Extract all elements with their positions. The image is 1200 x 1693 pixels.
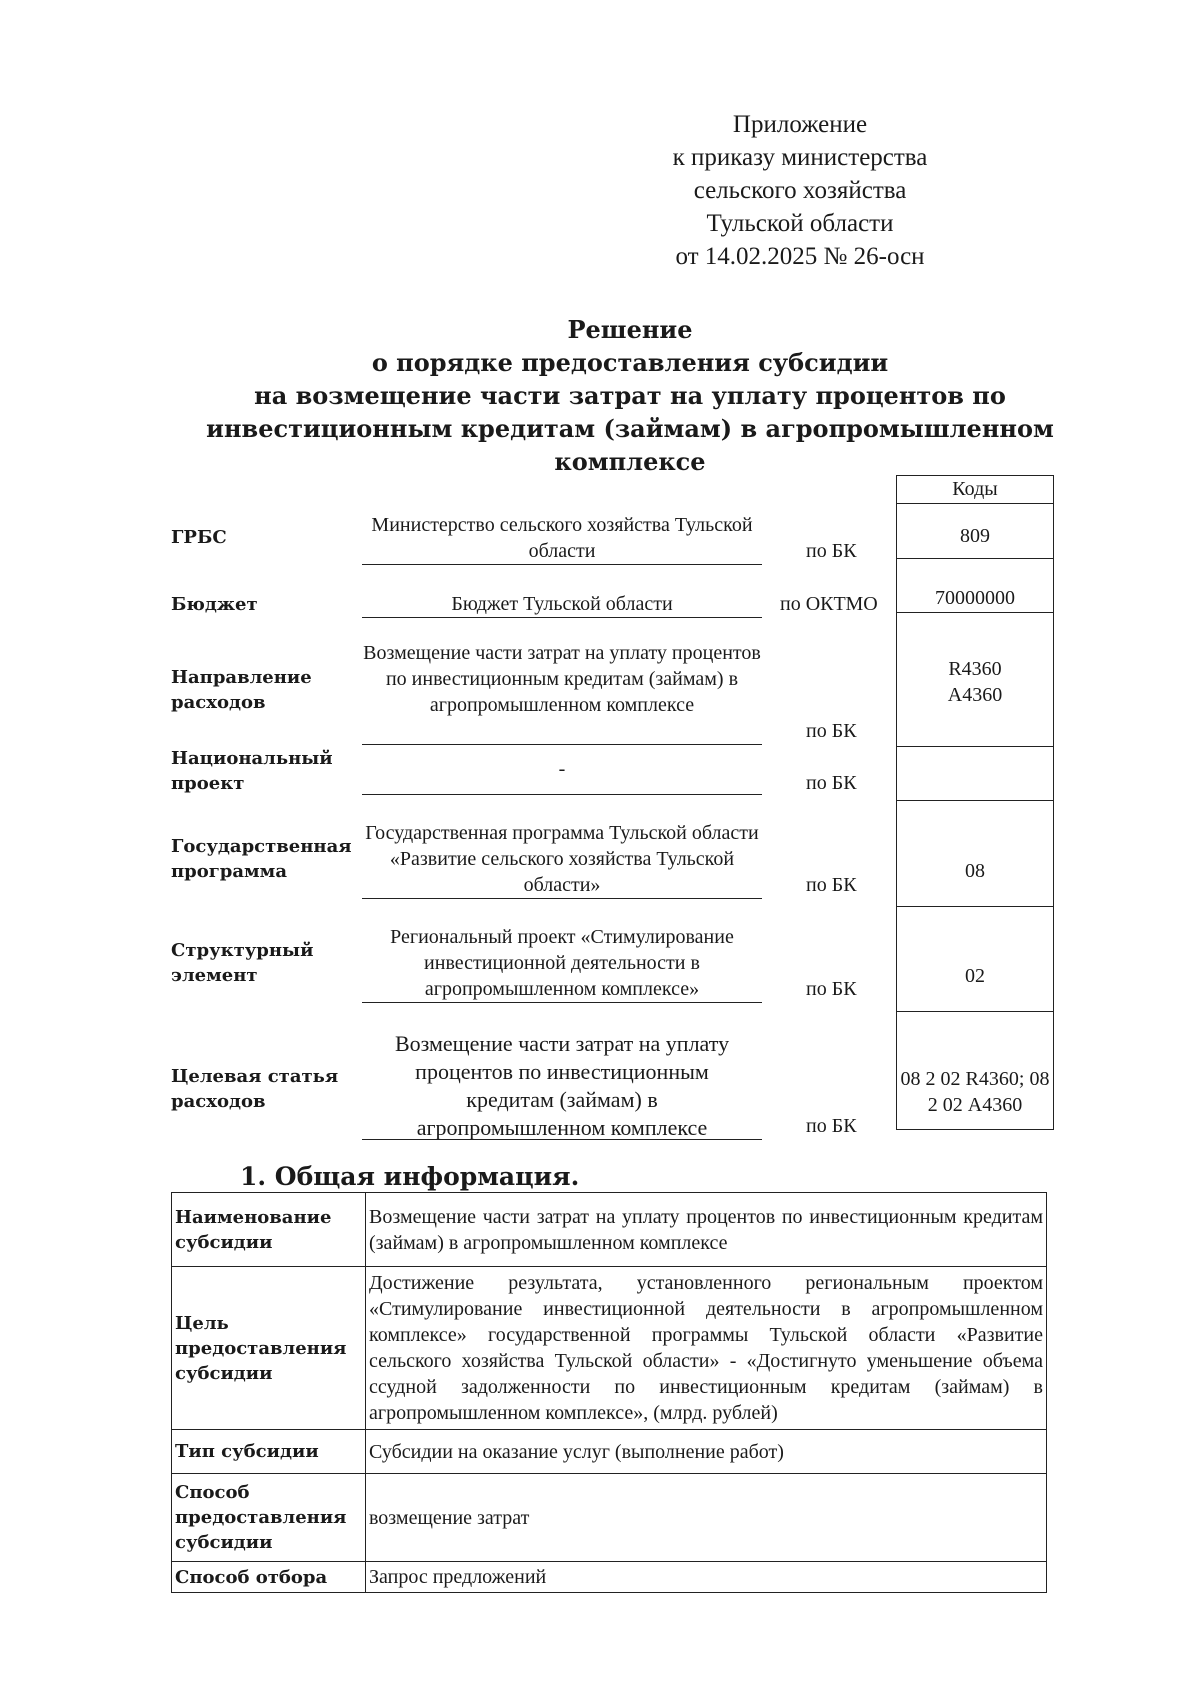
- appendix-line: к приказу министерства: [672, 144, 928, 171]
- codes-column: [896, 475, 1054, 1130]
- value-underline: [362, 744, 762, 745]
- code-state-program: 08: [965, 860, 985, 882]
- divider: [897, 558, 1053, 559]
- info-value: Возмещение части затрат на уплату процентов по инвестиционным кредитам (займам) в агропромышленном комплексе: [366, 1193, 1047, 1267]
- value-underline: [362, 794, 762, 795]
- code-budget: 70000000: [935, 587, 1015, 609]
- code-grbs: 809: [960, 525, 990, 547]
- value-budget: Бюджет Тульской области: [451, 593, 673, 615]
- value-underline: [362, 898, 762, 899]
- document-title: [170, 313, 1090, 478]
- divider: [897, 1011, 1053, 1012]
- divider: [897, 906, 1053, 907]
- classifier-national-project: по БК: [806, 772, 857, 794]
- table-row: [172, 1474, 1047, 1562]
- label-target-article: Целевая статья расходов: [171, 1066, 339, 1112]
- title-line: инвестиционным кредитам (займам) в агропромышленном: [206, 414, 1054, 443]
- title-line: на возмещение части затрат на уплату процентов по: [254, 381, 1006, 410]
- codes-header: Коды: [952, 478, 998, 500]
- value-structural-element: Региональный проект «Стимулирование инвестиционной деятельности в агропромышленном комплексе»: [390, 926, 734, 1000]
- divider: [897, 746, 1053, 747]
- info-value: Субсидии на оказание услуг (выполнение работ): [366, 1430, 1047, 1474]
- value-target-article: Возмещение части затрат на уплату процентов по инвестиционным кредитам (займам) в агропромышленном комплексе: [394, 1031, 730, 1140]
- label-expense-direction: Направление расходов: [171, 667, 312, 713]
- classifier-state-program: по БК: [806, 874, 857, 896]
- label-budget: Бюджет: [171, 594, 258, 615]
- value-underline: [362, 1002, 762, 1003]
- table-row: [172, 1193, 1047, 1267]
- code-target-article: 08 2 02 R4360; 08 2 02 А4360: [900, 1068, 1050, 1116]
- label-structural-element: Структурный элемент: [171, 940, 314, 986]
- appendix-date-number: от 14.02.2025 № 26-осн: [675, 243, 925, 270]
- appendix-header: [620, 108, 980, 273]
- info-value: Достижение результата, установленного региональным проектом «Стимулирование инвестиционной деятельности в агропромышленном комплексе» государственной программы Тульской области «Развитие сельского хозяйства Тульской области» - «Достигнуто уменьшение объема ссудной задолженности по инвестиционным кредитам (займам) в агропромышленном комплексе», (млрд. рублей): [366, 1267, 1047, 1430]
- label-state-program: Государственная программа: [171, 836, 352, 882]
- label-national-project: Национальный проект: [171, 748, 333, 794]
- divider: [897, 612, 1053, 613]
- value-underline: [362, 1139, 762, 1140]
- value-national-project: -: [558, 758, 566, 780]
- info-key: Тип субсидии: [172, 1430, 366, 1474]
- code-structural-element: 02: [965, 965, 985, 987]
- classifier-target-article: по БК: [806, 1115, 857, 1137]
- label-grbs: ГРБС: [171, 527, 227, 548]
- title-line: о порядке предоставления субсидии: [371, 348, 889, 377]
- info-key: Цель предоставления субсидии: [172, 1267, 366, 1430]
- classifier-structural-element: по БК: [806, 978, 857, 1000]
- classifier-grbs: по БК: [806, 540, 857, 562]
- general-info-table: [171, 1192, 1047, 1593]
- value-underline: [362, 564, 762, 565]
- value-underline: [362, 617, 762, 618]
- info-key: Способ отбора: [172, 1562, 366, 1593]
- divider: [897, 800, 1053, 801]
- value-grbs: Министерство сельского хозяйства Тульской области: [371, 514, 753, 562]
- title-line: Решение: [567, 315, 693, 344]
- divider: [897, 503, 1053, 504]
- info-key: Способ предоставления субсидии: [172, 1474, 366, 1562]
- appendix-line: сельского хозяйства: [693, 177, 907, 204]
- title-line: комплексе: [554, 447, 706, 476]
- table-row: [172, 1562, 1047, 1593]
- info-value: Запрос предложений: [366, 1562, 1047, 1593]
- appendix-line: Тульской области: [706, 210, 894, 237]
- value-state-program: Государственная программа Тульской области «Развитие сельского хозяйства Тульской области»: [365, 822, 759, 896]
- info-key: Наименование субсидии: [172, 1193, 366, 1267]
- table-row: [172, 1430, 1047, 1474]
- value-expense-direction: Возмещение части затрат на уплату процентов по инвестиционным кредитам (займам) в агропромышленном комплексе: [363, 642, 761, 716]
- classifier-budget: по ОКТМО: [780, 593, 878, 615]
- classifier-expense-direction: по БК: [806, 720, 857, 742]
- section-heading: 1. Общая информация.: [240, 1162, 580, 1191]
- appendix-line: Приложение: [732, 111, 868, 138]
- table-row: [172, 1267, 1047, 1430]
- info-value: возмещение затрат: [366, 1474, 1047, 1562]
- code-expense-direction: R4360 А4360: [947, 658, 1003, 706]
